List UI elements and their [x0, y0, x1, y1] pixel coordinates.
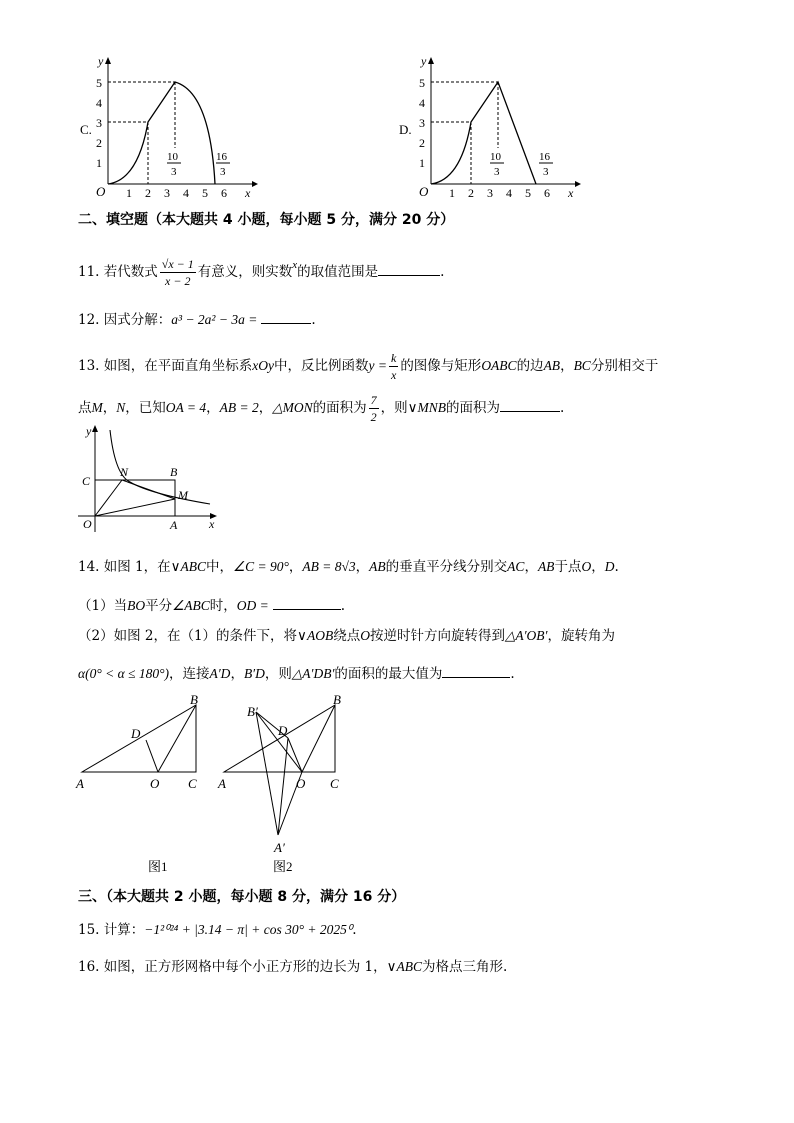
- q13-text: 的面积为: [446, 400, 501, 416]
- fig1-caption: 图1: [148, 859, 168, 874]
- x-axis-label: x: [568, 186, 574, 200]
- q14-ab-eq: AB = 8√3: [302, 559, 356, 574]
- origin-label: O: [419, 184, 429, 199]
- fig2-d-label: D: [278, 723, 288, 738]
- x-tick: 6: [221, 186, 227, 200]
- x-tick: 4: [506, 186, 512, 200]
- q13-xoy: xOy: [252, 358, 274, 373]
- q14-abc: ABC: [180, 559, 207, 574]
- question-12: [78, 309, 316, 329]
- y-tick: 1: [96, 156, 102, 170]
- x-tick: 4: [183, 186, 189, 200]
- fig13-b-label: B: [170, 465, 178, 479]
- q11-suffix: 有意义，则实数: [197, 264, 293, 280]
- q13-frac-num: 7: [370, 393, 377, 407]
- q14-triangle-adb: △A′DB′: [291, 666, 335, 681]
- q12-expression: a³ − 2a² − 3a =: [171, 312, 258, 327]
- fig13-o-label: O: [83, 517, 92, 531]
- q13-m: M: [91, 400, 103, 415]
- frac-16-3-num: 16: [539, 151, 550, 163]
- q14-text: 的面积的最大值为: [334, 666, 443, 682]
- q13-text: 的图像与矩形: [400, 358, 482, 374]
- q13-text: 的边: [516, 358, 544, 374]
- q14-text: 按逆时针方向旋转得到: [369, 628, 505, 644]
- fig13-x-label: x: [209, 517, 215, 531]
- q14-ab: AB: [369, 559, 386, 574]
- q16-suffix: 为格点三角形.: [422, 959, 508, 975]
- q13-text: ，: [560, 358, 574, 374]
- y-tick: 2: [96, 136, 102, 150]
- x-tick: 3: [164, 186, 170, 200]
- q14-ab: AB: [537, 559, 555, 574]
- q13-answer-blank[interactable]: [500, 397, 560, 412]
- fig2-b-prime-label: B′: [247, 704, 258, 719]
- question-16: [78, 958, 507, 976]
- question-14-part-1: [78, 595, 345, 615]
- q14-alpha-range: α(0° < α ≤ 180°): [78, 666, 169, 681]
- q14-text: ，旋转角为: [547, 628, 615, 644]
- y-tick: 3: [419, 116, 425, 130]
- q11-suffix2: 的取值范围是: [297, 264, 379, 280]
- q11-prefix: 11. 若代数式: [78, 264, 158, 280]
- q14-angle-c: ∠C = 90°: [233, 559, 289, 574]
- q13-func-den: x: [390, 368, 397, 382]
- q11-answer-blank[interactable]: [378, 261, 440, 276]
- question-14-line-1: 14. 如图 1，在∨ABC中，∠C = 90°，AB = 8√3，AB的垂直平分线分别交AC，AB于点O，D.: [78, 559, 619, 575]
- q13-oabc: OABC: [481, 358, 517, 373]
- fig2-b-label: B: [333, 692, 341, 707]
- frac-16-3-num: 16: [216, 151, 227, 163]
- y-tick: 5: [96, 76, 102, 90]
- q12-prefix: 12. 因式分解：: [78, 312, 172, 328]
- frac-16-3-den: 3: [543, 166, 549, 178]
- frac-10-3-num: 10: [490, 151, 501, 163]
- fig2-caption: 图2: [273, 859, 293, 874]
- frac-10-3-den: 3: [171, 166, 177, 178]
- q15-end: .: [352, 922, 357, 938]
- y-tick: 4: [96, 96, 102, 110]
- q11-numerator: √x − 1: [161, 257, 194, 271]
- q13-text: ，已知: [125, 400, 166, 416]
- q14-ad2: A′D: [209, 666, 231, 681]
- x-tick: 5: [202, 186, 208, 200]
- x-tick: 6: [544, 186, 550, 200]
- y-tick: 5: [419, 76, 425, 90]
- section-2-title: 二、填空题（本大题共 4 小题，每小题 5 分，满分 20 分）: [78, 212, 455, 228]
- q14-triangle-aob2: △A′OB′: [504, 628, 548, 643]
- q13-text: ，则∨: [380, 400, 418, 416]
- x-tick: 5: [525, 186, 531, 200]
- question-14-part-2: [78, 627, 615, 645]
- fig2-a-prime-label: A′: [274, 840, 285, 855]
- question-15: [78, 921, 357, 939]
- q11-end: .: [440, 264, 445, 280]
- q13-ab-eq: AB = 2: [219, 400, 259, 415]
- q12-end: .: [311, 312, 316, 328]
- option-c-label: C.: [80, 122, 92, 137]
- q13-fraction: [369, 392, 379, 425]
- q14-ac: AC: [507, 559, 525, 574]
- fig1-c-label: C: [188, 776, 197, 791]
- frac-10-3-num: 10: [167, 151, 178, 163]
- q13-text: 的面积为: [312, 400, 367, 416]
- fig2-c-label: C: [330, 776, 339, 791]
- question-11: [78, 256, 444, 289]
- q13-text: 13. 如图，在平面直角坐标系: [78, 358, 253, 374]
- y-axis-label: y: [421, 54, 427, 68]
- q13-text: 分别相交于: [590, 358, 659, 374]
- x-tick: 2: [468, 186, 474, 200]
- q14-part1-answer-blank[interactable]: [273, 595, 341, 610]
- q13-triangle-mon: △MON: [272, 400, 313, 415]
- q14-text: ，: [524, 559, 538, 575]
- q14-text: 于点: [554, 559, 582, 575]
- q14-aob: AOB: [306, 628, 334, 643]
- q16-abc: ABC: [396, 959, 423, 974]
- q14-text: ，连接: [168, 666, 210, 682]
- option-d-label: D.: [399, 122, 412, 137]
- q15-prefix: 15. 计算：: [78, 922, 145, 938]
- y-tick: 2: [419, 136, 425, 150]
- x-tick: 2: [145, 186, 151, 200]
- q13-func-num: k: [390, 351, 397, 365]
- q13-text: 中，反比例函数: [274, 358, 369, 374]
- frac-10-3-den: 3: [494, 166, 500, 178]
- q14-o: O: [581, 559, 592, 574]
- q11-var: x: [292, 259, 298, 271]
- q14-od: OD =: [236, 598, 269, 613]
- q12-answer-blank[interactable]: [261, 309, 311, 324]
- fig2-a-label: A: [218, 776, 226, 791]
- figure-14: [70, 690, 370, 880]
- question-13-line-2: 点M，N，已知OA = 4，AB = 2，△MON的面积为 $\frac{7}{2}$ ，则∨MNB的面积为 .: [78, 393, 565, 424]
- q14-end: .: [340, 598, 345, 614]
- fig13-n-label: N: [120, 465, 129, 479]
- q11-denominator: x − 2: [165, 274, 191, 288]
- y-tick: 3: [96, 116, 102, 130]
- fig13-y-label: y: [86, 424, 92, 438]
- q14-text: 中，: [206, 559, 234, 575]
- fig13-c-label: C: [82, 474, 91, 488]
- fig13-a-label: A: [170, 518, 178, 532]
- q14-text: 绕点: [333, 628, 361, 644]
- q14-text: 平分: [145, 598, 173, 614]
- q14-bo: BO: [127, 598, 146, 613]
- q14-text: 14. 如图 1，在∨: [78, 559, 181, 575]
- q13-frac-den: 2: [370, 410, 377, 424]
- q13-end: .: [560, 400, 565, 416]
- origin-label: O: [96, 184, 106, 199]
- question-13-line-1: [78, 350, 658, 383]
- fig1-o-label: O: [150, 776, 160, 791]
- q13-bc: BC: [573, 358, 591, 373]
- y-tick: 1: [419, 156, 425, 170]
- q13-ab: AB: [543, 358, 561, 373]
- q13-oa: OA = 4: [165, 400, 207, 415]
- fig1-b-label: B: [190, 692, 198, 707]
- question-14-part-2-line-2: α(0° < α ≤ 180°)，连接A′D，B′D，则△A′DB′的面积的最大值为 .: [78, 663, 515, 683]
- x-axis-label: x: [245, 186, 251, 200]
- q14-text: 时，: [209, 598, 237, 614]
- section-3-title: 三、（本大题共 2 小题，每小题 8 分，满分 16 分）: [78, 889, 406, 905]
- q16-prefix: 16. 如图，正方形网格中每个小正方形的边长为 1，∨: [78, 959, 397, 975]
- q13-func-fraction: [389, 350, 398, 383]
- x-tick: 1: [126, 186, 132, 200]
- fig2-o-label: O: [296, 776, 306, 791]
- y-tick: 4: [419, 96, 425, 110]
- q14-angle-abc: ∠ABC: [172, 598, 210, 613]
- q11-fraction: [160, 256, 196, 289]
- q14-end: .: [614, 559, 619, 575]
- q14-d: D: [604, 559, 615, 574]
- q13-n: N: [116, 400, 126, 415]
- q14-end: .: [510, 666, 515, 682]
- q14-text: 的垂直平分线分别交: [385, 559, 508, 575]
- q14-text: （1）当: [78, 598, 128, 614]
- fig1-d-label: D: [131, 726, 141, 741]
- frac-16-3-den: 3: [220, 166, 226, 178]
- graph-c: [70, 50, 260, 200]
- q13-text: 点: [78, 400, 92, 416]
- q13-func-y: y =: [368, 358, 387, 373]
- q14-o: O: [360, 628, 370, 643]
- graph-d: [393, 50, 583, 200]
- x-tick: 3: [487, 186, 493, 200]
- fig1-a-label: A: [76, 776, 84, 791]
- q14-text: （2）如图 2，在（1）的条件下，将∨: [78, 628, 307, 644]
- q14-text: ，则: [264, 666, 292, 682]
- figure-13: [70, 420, 230, 535]
- x-tick: 1: [449, 186, 455, 200]
- q13-mnb: MNB: [417, 400, 447, 415]
- fig13-m-label: M: [178, 488, 188, 502]
- y-axis-label: y: [98, 54, 104, 68]
- q14-part2-answer-blank[interactable]: [442, 663, 510, 678]
- q14-bd2: B′D: [243, 666, 265, 681]
- q15-expression: −1²⁰²⁴ + |3.14 − π| + cos 30° + 2025⁰: [144, 922, 353, 937]
